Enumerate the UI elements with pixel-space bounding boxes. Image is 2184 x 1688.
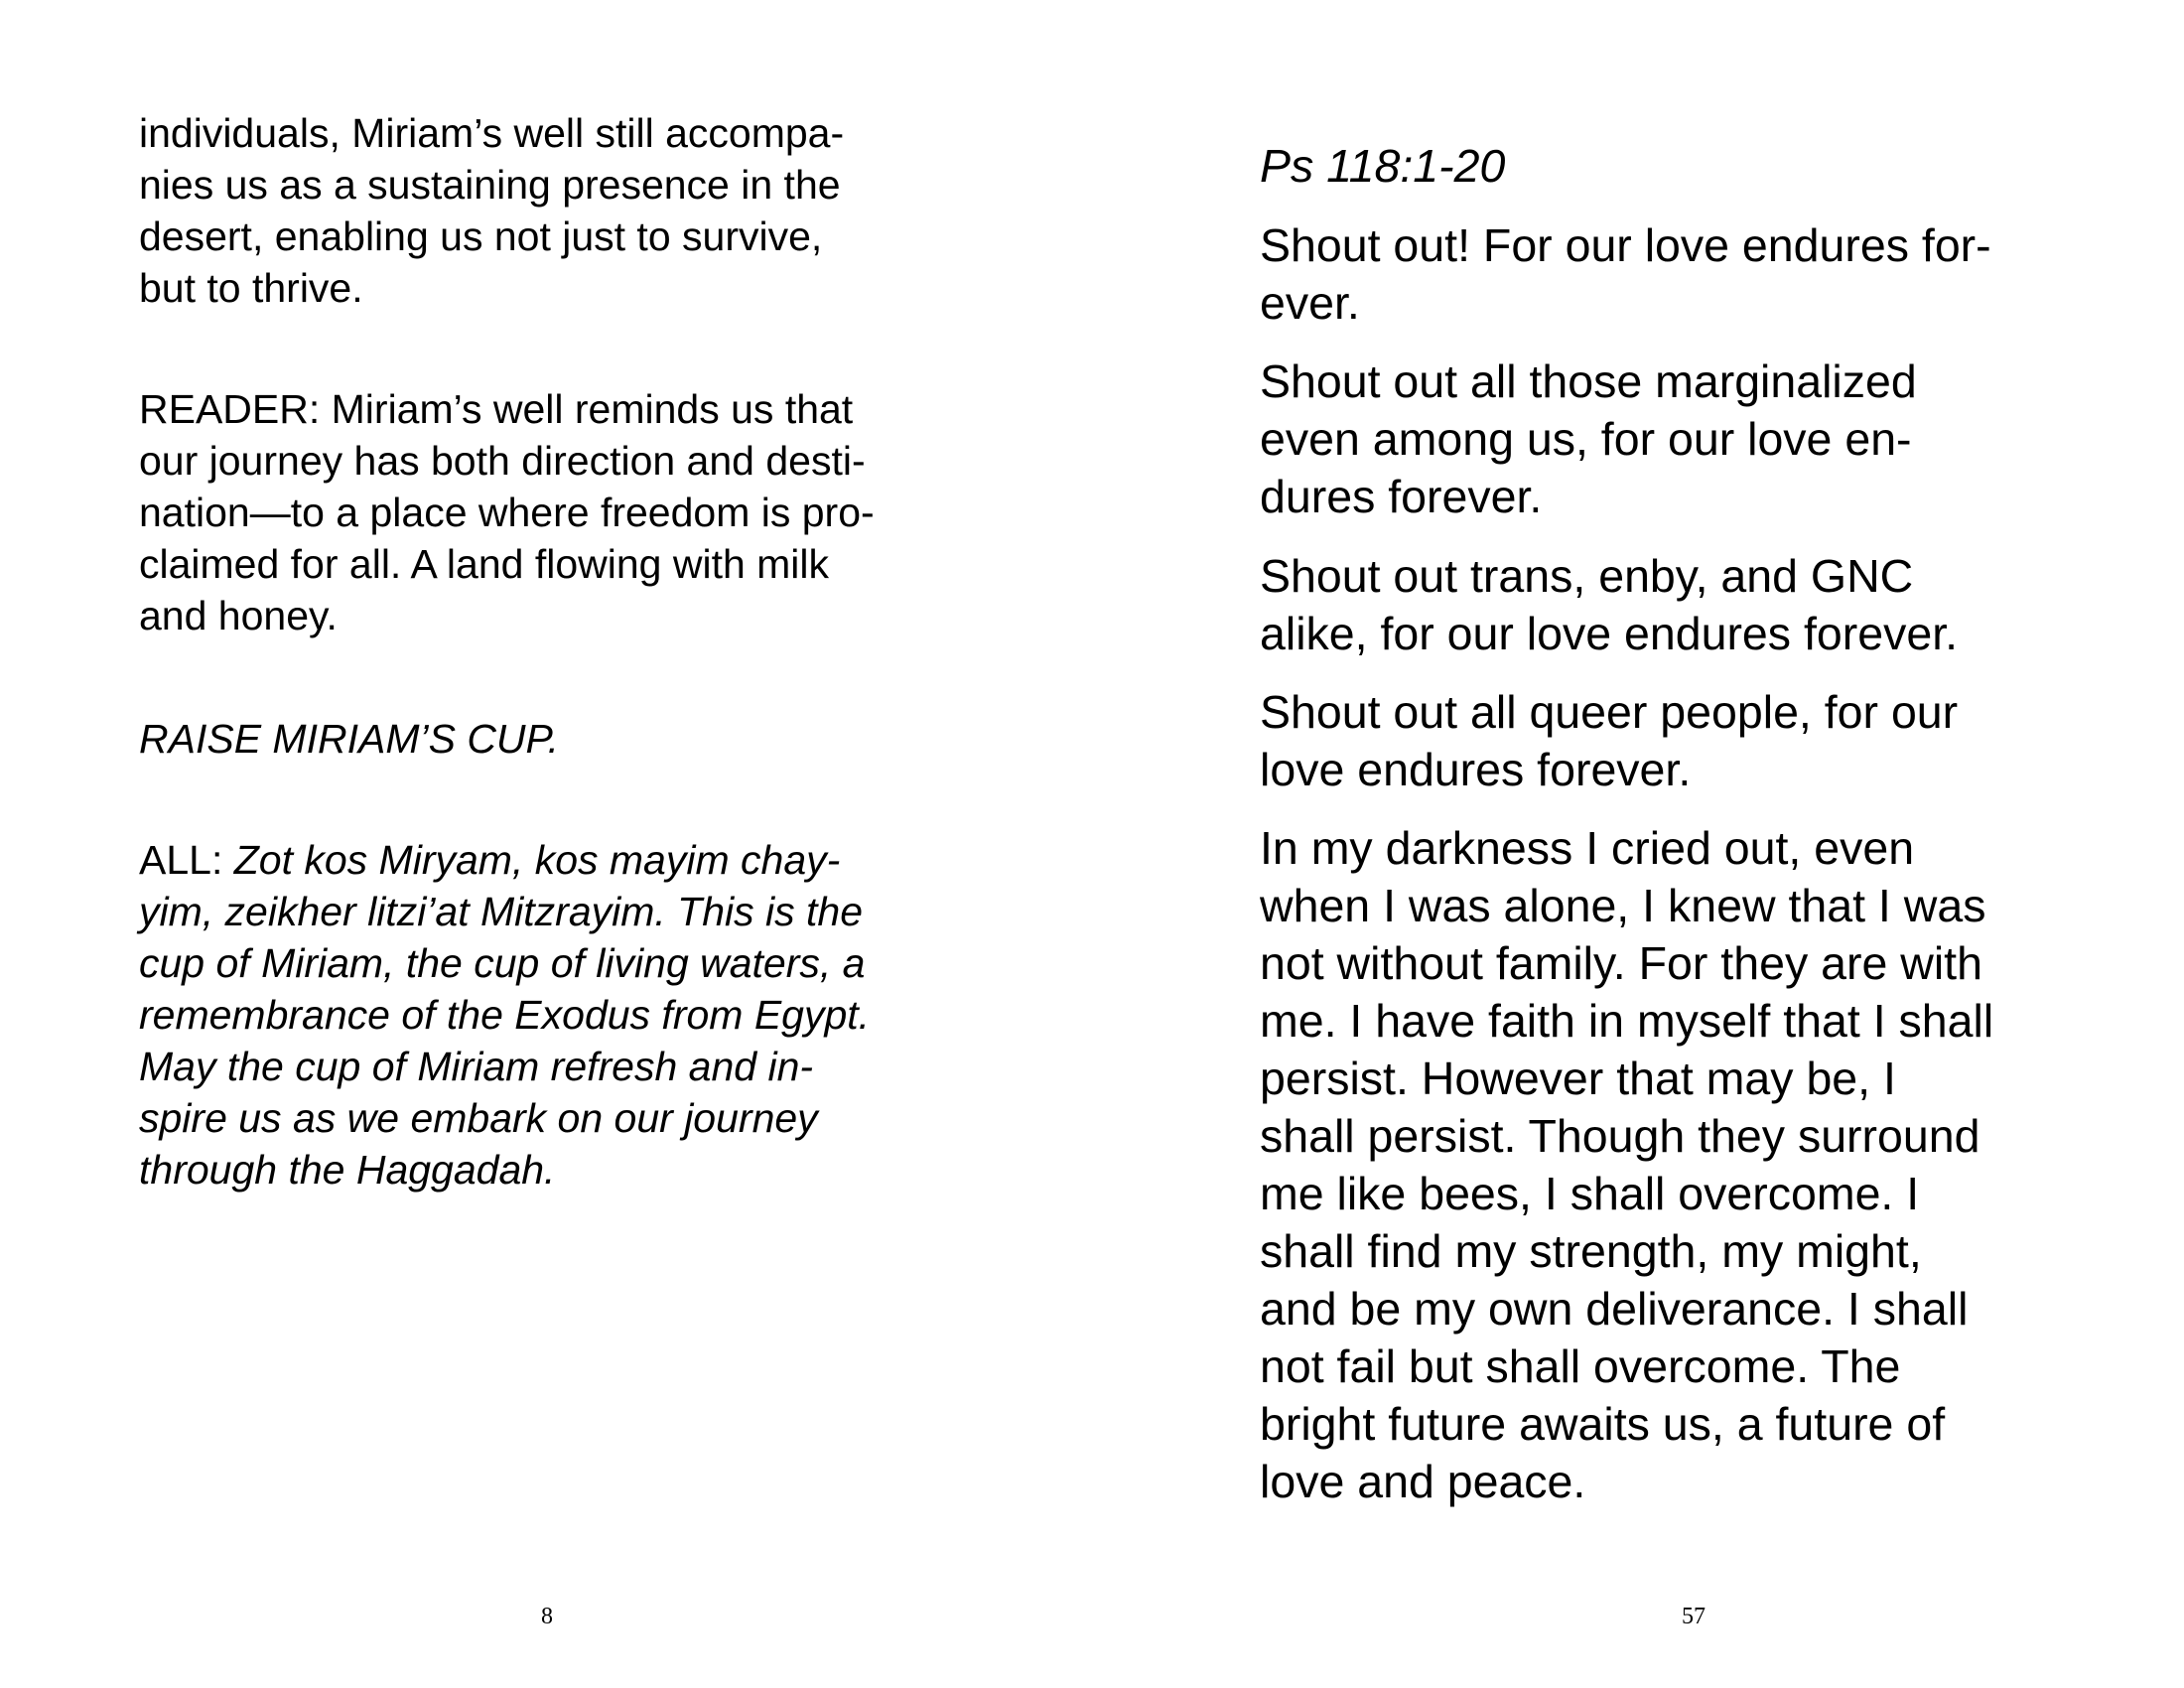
psalm-verse: Shout out all queer people, for our love endures forever.: [1260, 686, 1959, 795]
all-label: ALL:: [139, 837, 234, 883]
instruction-raise-cup: RAISE MIRIAM’S CUP.: [139, 716, 559, 762]
psalm-heading: Ps 118:1-20: [1260, 140, 1506, 192]
psalm-verse: Shout out trans, enby, and GNC alike, for our love endures forever.: [1260, 550, 1959, 659]
paragraph-miriams-well-presence: individuals, Miriam’s well still accompa- nies us as a sustaining presence in the desert, enabling us not just to survive, but to thrive.: [139, 110, 845, 311]
page-number-left: 8: [541, 1604, 553, 1629]
blessing-text: Zot kos Miryam, kos mayim chay- yim, zeikher litzi’at Mitzrayim. This is the cup of Miriam, the cup of living waters, a remembrance of the Exodus from Egypt. May the cup of Miriam refresh and in- spire us as we embark on our journey through the Haggadah.: [139, 837, 871, 1193]
paragraph-reader: READER: Miriam’s well reminds us that our journey has both direction and desti- nation—to a place where freedom is pro- claimed for all. A land flowing with milk and honey.: [139, 386, 875, 638]
psalm-verse: In my darkness I cried out, even when I was alone, I knew that I was not without family. For they are with me. I have faith in myself that I shall persist. However that may be, I shall persist. Though they surround me like bees, I shall overcome. I shall find my strength, my might, and be my own deliverance. I shall not fail but shall overcome. The bright future awaits us, a future of love and peace.: [1260, 822, 1994, 1507]
right-page: [1092, 0, 2184, 1688]
psalm-verse: Shout out! For our love endures for- ever.: [1260, 219, 1991, 329]
paragraph-all-blessing: [139, 834, 953, 1196]
psalm-verse: Shout out all those marginalized even among us, for our love en- dures forever.: [1260, 355, 1917, 522]
page-number-right: 57: [1682, 1604, 1706, 1629]
